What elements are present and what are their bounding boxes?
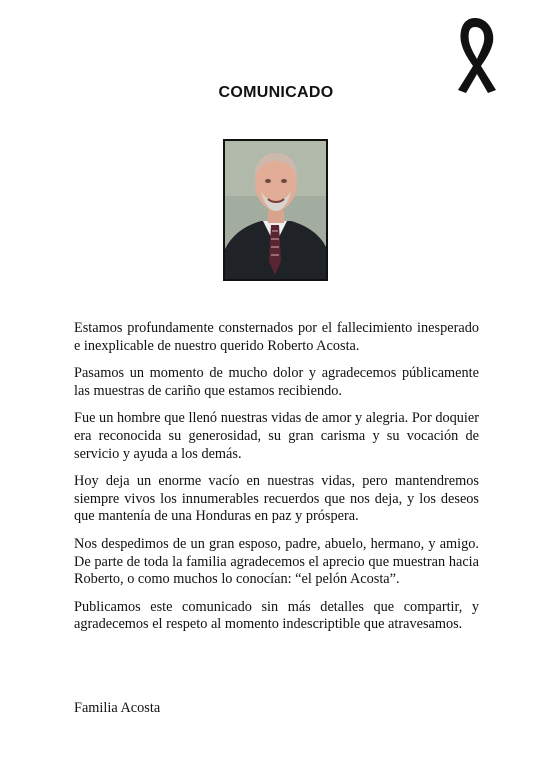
paragraph: Nos despedimos de un gran esposo, padre, abuelo, hermano, y amigo. De parte de toda la familia agradecemos el aprecio que muestran hacia Roberto, o como muchos lo conocían: “el pelón Acosta”. (74, 535, 479, 588)
black-ribbon-icon (446, 16, 504, 94)
portrait-photo (223, 139, 328, 281)
paragraph: Hoy deja un enorme vacío en nuestras vidas, pero mantendremos siempre vivos los innumerables recuerdos que nos deja, y los deseos que mantenía de una Honduras en paz y próspera. (74, 473, 479, 525)
signature: Familia Acosta (74, 700, 161, 716)
paragraph: Estamos profundamente consternados por el fallecimiento inesperado e inexplicable de nuestro querido Roberto Acosta. (74, 320, 479, 354)
paragraph: Publicamos este comunicado sin más detalles que compartir, y agradecemos el respeto al momento indescriptible que atravesamos. (74, 598, 479, 633)
paragraph: Fue un hombre que llenó nuestras vidas de amor y alegria. Por doquier era reconocida su generosidad, su gran carisma y su vocación de servicio y ayuda a los demás. (74, 410, 479, 462)
page-title: COMUNICADO (218, 84, 334, 101)
paragraph: Pasamos un momento de mucho dolor y agradecemos públicamente las muestras de cariño que estamos recibiendo. (74, 365, 479, 399)
statement-body (74, 320, 479, 644)
